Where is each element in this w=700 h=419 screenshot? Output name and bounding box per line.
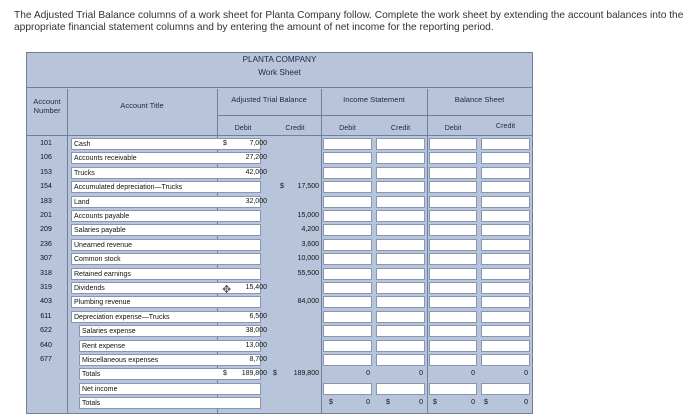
- bsC-input[interactable]: [481, 354, 530, 366]
- bsC-input[interactable]: [481, 253, 530, 265]
- account-number: 319: [40, 284, 52, 291]
- atb-credit-value: 4,200: [301, 226, 319, 234]
- atb-credit-value: 3,600: [301, 240, 319, 248]
- atb-credit-value: 10,000: [297, 255, 319, 263]
- account-title-input[interactable]: Accumulated depreciation—Trucks: [71, 181, 261, 193]
- account-title-input[interactable]: Unearned revenue: [71, 239, 261, 251]
- bsC-input[interactable]: [481, 224, 530, 236]
- bsD-input[interactable]: [429, 383, 477, 395]
- isD-input[interactable]: [323, 210, 372, 222]
- atb-credit-value: [277, 339, 319, 353]
- isC-input[interactable]: [376, 253, 425, 265]
- atb-debit-value: [227, 223, 267, 237]
- bsC-input[interactable]: [481, 152, 530, 164]
- account-title-input[interactable]: Rent expense: [79, 340, 261, 352]
- table-row: [27, 339, 532, 353]
- bs-debit-final: 0: [471, 399, 475, 407]
- bsC-input[interactable]: [481, 181, 530, 193]
- bsD-input[interactable]: [429, 196, 477, 208]
- bsC-input[interactable]: [481, 196, 530, 208]
- table-row: [27, 166, 532, 180]
- account-number: 611: [40, 312, 52, 320]
- isC-input[interactable]: [376, 239, 425, 251]
- table-row: [27, 195, 532, 209]
- account-title-input[interactable]: Accounts payable: [71, 210, 261, 222]
- bsD-input[interactable]: [429, 296, 477, 308]
- table-row: [27, 310, 532, 324]
- isC-input[interactable]: [376, 354, 425, 366]
- account-title-input[interactable]: Miscellaneous expenses: [79, 354, 261, 366]
- bsD-input[interactable]: [429, 311, 477, 323]
- bsD-input[interactable]: [429, 210, 477, 222]
- dollar-sign: $: [273, 370, 277, 378]
- isC-input[interactable]: [376, 167, 425, 179]
- atb-credit-value: [277, 353, 319, 367]
- bs-credit-header: Credit: [495, 121, 516, 130]
- instructions: The Adjusted Trial Balance columns of a work sheet for Planta Company follow. Complete the work sheet by extending the account balances into the appropriate financial statement columns and by entering the amount of net income for the reporting period.: [14, 10, 684, 33]
- isD-input[interactable]: [323, 224, 372, 236]
- isC-input[interactable]: [376, 181, 425, 193]
- bs-credit-final: 0: [524, 399, 528, 407]
- table-row: [27, 151, 532, 165]
- isD-input[interactable]: [323, 152, 372, 164]
- isD-input[interactable]: [323, 138, 372, 150]
- bsC-input[interactable]: [481, 325, 530, 337]
- dollar-sign: $: [484, 399, 488, 407]
- isC-input[interactable]: [376, 196, 425, 208]
- isD-input[interactable]: [323, 167, 372, 179]
- dollar-sign: $: [280, 183, 284, 191]
- account-number: 153: [40, 168, 52, 176]
- bsC-input[interactable]: [481, 282, 530, 294]
- isD-input[interactable]: [323, 354, 372, 366]
- isD-input[interactable]: [323, 296, 372, 308]
- atb-debit-value: [227, 238, 267, 252]
- account-number: 154: [40, 183, 52, 191]
- bs-debit-header: Debit: [444, 123, 462, 132]
- bsC-input[interactable]: [481, 383, 530, 395]
- isC-input[interactable]: [376, 282, 425, 294]
- atb-credit-value: [277, 281, 319, 295]
- atb-debit-value: 6,500: [249, 312, 267, 320]
- account-number: 106: [40, 154, 52, 162]
- account-title-input[interactable]: Accounts receivable: [71, 152, 261, 164]
- atb-credit-value: 55,500: [297, 269, 319, 277]
- bsC-input[interactable]: [481, 268, 530, 280]
- atb-credit-value: [277, 310, 319, 324]
- isC-input[interactable]: [376, 311, 425, 323]
- bsD-input[interactable]: [429, 224, 477, 236]
- atb-credit-value: [277, 137, 319, 151]
- account-number: 403: [40, 298, 52, 306]
- account-number: 209: [40, 226, 52, 234]
- atb-debit-value: [227, 267, 267, 281]
- atb-debit-value: [227, 180, 267, 194]
- bsD-input[interactable]: [429, 282, 477, 294]
- atb-credit-header: Credit: [285, 123, 305, 132]
- isD-input[interactable]: [323, 253, 372, 265]
- bs-debit-total: 0: [471, 370, 475, 378]
- table-row: [27, 267, 532, 281]
- dollar-sign: $: [386, 399, 390, 407]
- table-row: [27, 223, 532, 237]
- bsD-input[interactable]: [429, 340, 477, 352]
- account-number: 201: [40, 212, 52, 219]
- isD-input[interactable]: [323, 311, 372, 323]
- dollar-sign: $: [329, 399, 333, 407]
- bsC-input[interactable]: [481, 138, 530, 150]
- cursor-icon: ✥: [222, 284, 232, 296]
- account-title-input[interactable]: Depreciation expense—Trucks: [71, 311, 261, 323]
- isD-input[interactable]: [323, 181, 372, 193]
- account-title-input[interactable]: Plumbing revenue: [71, 296, 261, 308]
- net-income-row: [27, 382, 532, 396]
- account-title-input[interactable]: Common stock: [71, 253, 261, 265]
- table-row: [27, 281, 532, 295]
- isD-input[interactable]: [323, 383, 372, 395]
- account-title-input[interactable]: Salaries payable: [71, 224, 261, 236]
- bsC-input[interactable]: [481, 167, 530, 179]
- final-totals-row: [27, 396, 532, 410]
- isD-input[interactable]: [323, 325, 372, 337]
- table-row: [27, 353, 532, 367]
- is-credit-final: 0: [419, 399, 423, 407]
- work-sheet: [26, 52, 533, 414]
- account-title-header: Account Title: [120, 101, 164, 110]
- atb-credit-value: [277, 166, 319, 180]
- isC-input[interactable]: [376, 138, 425, 150]
- isD-input[interactable]: [323, 268, 372, 280]
- table-row: [27, 238, 532, 252]
- atb-credit-total: 189,800: [293, 370, 319, 378]
- atb-credit-value: [277, 195, 319, 209]
- totals-row: [27, 367, 532, 381]
- isC-input[interactable]: [376, 268, 425, 280]
- adjusted-trial-balance-header: Adjusted Trial Balance: [231, 95, 307, 104]
- bsC-input[interactable]: [481, 296, 530, 308]
- bsD-input[interactable]: [429, 325, 477, 337]
- balance-sheet-header: Balance Sheet: [454, 95, 505, 104]
- table-row: [27, 295, 532, 309]
- atb-debit-value: 8,700: [249, 356, 267, 363]
- account-number: 318: [40, 269, 52, 277]
- account-number: 307: [40, 255, 52, 263]
- table-row: [27, 252, 532, 266]
- atb-credit-value: [277, 324, 319, 338]
- account-number: 677: [40, 356, 52, 363]
- atb-debit-header: Debit: [234, 123, 252, 132]
- atb-credit-value: 84,000: [297, 298, 319, 306]
- isC-input[interactable]: [376, 224, 425, 236]
- atb-debit-value: 15,400: [245, 284, 267, 291]
- atb-debit-value: [227, 209, 267, 223]
- atb-debit-value: 27,200: [245, 154, 267, 162]
- account-title-input[interactable]: Dividends: [71, 282, 261, 294]
- bsD-input[interactable]: [429, 152, 477, 164]
- account-title-input[interactable]: Salaries expense: [79, 325, 261, 337]
- atb-debit-value: 38,000: [245, 327, 267, 335]
- account-title-input[interactable]: Land: [71, 196, 261, 208]
- account-number: 183: [40, 197, 52, 205]
- account-title-input[interactable]: Retained earnings: [71, 268, 261, 280]
- account-number: 101: [40, 140, 52, 147]
- bsD-input[interactable]: [429, 138, 477, 150]
- is-debit-header: Debit: [339, 123, 356, 132]
- isD-input[interactable]: [323, 282, 372, 294]
- final-totals-label: Totals: [79, 397, 261, 409]
- account-number: 640: [40, 341, 52, 349]
- is-debit-final: 0: [366, 399, 370, 407]
- isC-input[interactable]: [376, 296, 425, 308]
- table-row: [27, 137, 532, 151]
- account-title-input[interactable]: Trucks: [71, 167, 261, 179]
- bsD-input[interactable]: [429, 253, 477, 265]
- isD-input[interactable]: [323, 239, 372, 251]
- company-name: PLANTA COMPANY: [242, 55, 317, 64]
- dollar-sign: $: [223, 140, 227, 147]
- bsD-input[interactable]: [429, 167, 477, 179]
- isC-input[interactable]: [376, 325, 425, 337]
- account-number-header: Account Number: [33, 97, 61, 115]
- atb-credit-value: 15,000: [297, 212, 319, 219]
- is-debit-total: 0: [366, 370, 370, 378]
- atb-credit-value: [277, 151, 319, 165]
- atb-debit-total: 189,800: [241, 370, 267, 378]
- bsC-input[interactable]: [481, 210, 530, 222]
- isD-input[interactable]: [323, 340, 372, 352]
- isC-input[interactable]: [376, 340, 425, 352]
- is-credit-total: 0: [419, 370, 423, 378]
- table-row: [27, 324, 532, 338]
- is-credit-header: Credit: [390, 123, 411, 132]
- account-number: 236: [40, 240, 52, 248]
- bsD-input[interactable]: [429, 239, 477, 251]
- sheet-title: Work Sheet: [258, 68, 301, 77]
- dollar-sign: $: [223, 370, 227, 378]
- isC-input[interactable]: [376, 152, 425, 164]
- isD-input[interactable]: [323, 196, 372, 208]
- bsD-input[interactable]: [429, 354, 477, 366]
- account-number: 622: [40, 327, 52, 335]
- atb-debit-value: 32,000: [245, 197, 267, 205]
- bs-credit-total: 0: [524, 370, 528, 378]
- bsC-input[interactable]: [481, 311, 530, 323]
- dollar-sign: $: [433, 399, 437, 407]
- atb-debit-value: 42,000: [245, 168, 267, 176]
- atb-debit-value: 7,000: [249, 140, 267, 147]
- bsD-input[interactable]: [429, 181, 477, 193]
- isC-input[interactable]: [376, 210, 425, 222]
- table-row: [27, 209, 532, 223]
- bsD-input[interactable]: [429, 268, 477, 280]
- account-title-input[interactable]: Cash: [71, 138, 261, 150]
- table-row: [27, 180, 532, 194]
- isC-input[interactable]: [376, 383, 425, 395]
- totals-label: Totals: [79, 368, 261, 380]
- atb-debit-value: [227, 252, 267, 266]
- atb-debit-value: 13,000: [245, 341, 267, 349]
- atb-debit-value: [227, 295, 267, 309]
- net-income-label: Net income: [79, 383, 261, 395]
- income-statement-header: Income Statement: [343, 95, 405, 104]
- bsC-input[interactable]: [481, 239, 530, 251]
- bsC-input[interactable]: [481, 340, 530, 352]
- atb-credit-value: 17,500: [297, 183, 319, 191]
